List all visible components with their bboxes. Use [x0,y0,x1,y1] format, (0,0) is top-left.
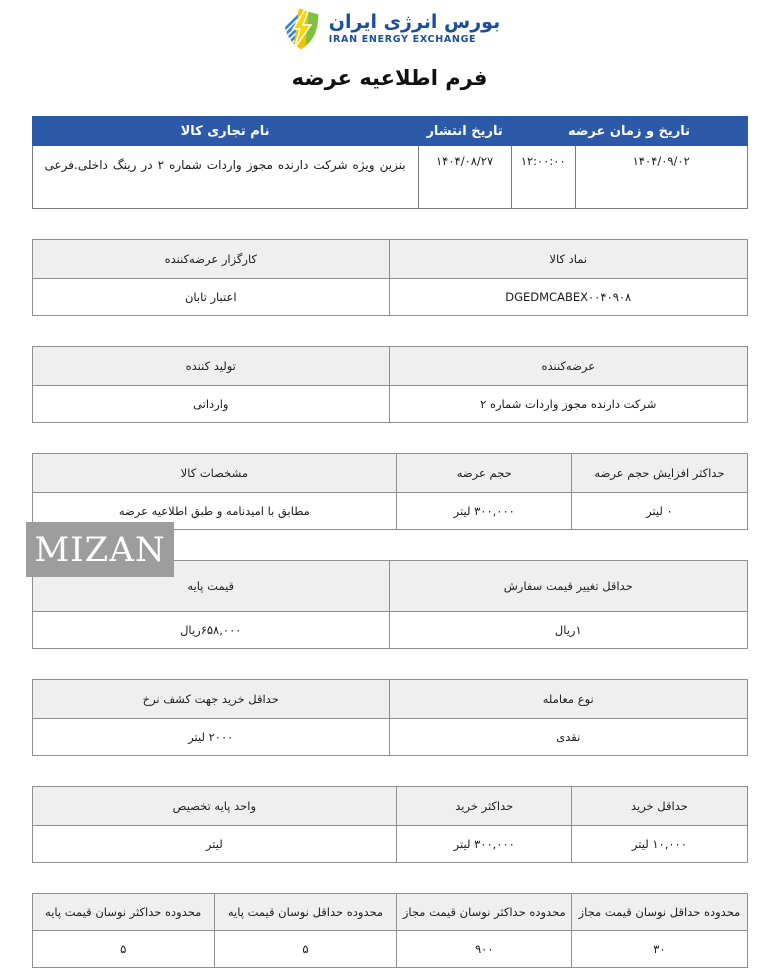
cell-base-price: ۶۵۸,۰۰۰ریال [32,612,390,649]
column-header-goods-name: نام تجاری کالا [32,117,418,146]
column-header-min-price-change: حداقل تغییر قیمت سفارش [390,561,748,612]
cell-goods-symbol: DGEDMCABEX۰۰۴۰۹۰۸ [390,279,748,316]
column-header-base-price: قیمت پایه [32,561,390,612]
table-row [32,146,747,209]
column-header-offering-broker: کارگزار عرضه‌کننده [32,240,390,279]
table-row [32,493,747,530]
column-header-offer-volume: حجم عرضه [397,454,572,493]
column-header-min-base-fluctuation: محدوده حداقل نوسان قیمت پایه [214,894,396,931]
cell-publish-date: ۱۴۰۴/۰۸/۲۷ [418,146,511,209]
brand-logo-text [329,13,500,45]
column-header-goods-symbol: نماد کالا [390,240,748,279]
spacer [0,423,779,453]
watermark-text: MIZAN [34,529,166,570]
cell-max-base-fluctuation: ۵ [32,931,214,968]
table-row [32,719,747,756]
column-header-supplier: عرضه‌کننده [390,347,748,386]
spacer [0,649,779,679]
table-row [32,612,747,649]
price-fluctuation-range-table [32,893,748,968]
min-purchase-deal-type-table [32,679,748,756]
goods-spec-volume-table [32,453,748,530]
column-header-producer: تولید کننده [32,347,390,386]
cell-supplier: شرکت دارنده مجوز واردات شماره ۲ [390,386,748,423]
brand-name-en: IRAN ENERGY EXCHANGE [328,33,477,45]
cell-producer: وارداتی [32,386,390,423]
cell-min-purchase: ۱۰,۰۰۰ لیتر [572,826,747,863]
brand-logo [0,6,779,52]
column-header-min-purchase-price-discovery: حداقل خرید جهت کشف نرخ [32,680,390,719]
cell-max-purchase: ۳۰۰,۰۰۰ لیتر [397,826,572,863]
table-row [32,454,747,493]
cell-min-base-fluctuation: ۵ [214,931,396,968]
cell-offer-volume: ۳۰۰,۰۰۰ لیتر [397,493,572,530]
table-row [32,279,747,316]
column-header-deal-type: نوع معامله [390,680,748,719]
cell-deal-type: نقدی [390,719,748,756]
table-row [32,787,747,826]
broker-symbol-table [32,239,748,316]
cell-max-allowed-fluctuation: ۹۰۰ [397,931,572,968]
column-header-min-purchase: حداقل خرید [572,787,747,826]
spacer [0,863,779,893]
column-header-allocation-base-unit: واحد پایه تخصیص [32,787,397,826]
table-row [32,561,747,612]
spacer [0,209,779,239]
cell-goods-spec: مطابق با امیدنامه و طبق اطلاعیه عرضه [32,493,397,530]
column-header-max-volume-increase: حداکثر افزایش حجم عرضه [572,454,747,493]
document-header [0,0,779,90]
producer-supplier-table [32,346,748,423]
column-header-max-allowed-fluctuation: محدوده حداکثر نوسان قیمت مجاز [397,894,572,931]
table-row [32,931,747,968]
spacer [0,756,779,786]
column-header-min-allowed-fluctuation: محدوده حداقل نوسان قیمت مجاز [572,894,747,931]
column-header-goods-spec: مشخصات کالا [32,454,397,493]
cell-min-purchase-price-discovery: ۲۰۰۰ لیتر [32,719,390,756]
base-price-table [32,560,748,649]
cell-goods-name: بنزین ویژه شرکت دارنده مجوز واردات شماره ۲ در رینگ داخلی.فرعی [32,146,418,209]
table-row [32,240,747,279]
table-row [32,680,747,719]
column-header-offer-datetime: تاریخ و زمان عرضه [511,117,747,146]
table-row [32,386,747,423]
table-row [32,347,747,386]
table-row [32,826,747,863]
cell-offer-date: ۱۴۰۴/۰۹/۰۲ [575,146,747,209]
cell-offering-broker: اعتبار تابان [32,279,390,316]
offer-summary-table [32,116,748,209]
allocation-unit-table [32,786,748,863]
spacer [0,90,779,116]
cell-allocation-base-unit: لیتر [32,826,397,863]
column-header-publish-date: تاریخ انتشار [418,117,511,146]
brand-name-fa: بورس انرژی ایران [328,11,501,34]
cell-min-price-change: ۱ریال [390,612,748,649]
spacer [0,316,779,346]
column-header-max-purchase: حداکثر خرید [397,787,572,826]
column-header-max-base-fluctuation: محدوده حداکثر نوسان قیمت پایه [32,894,214,931]
shield-lightning-logo-icon [279,7,323,51]
cell-offer-time: ۱۲:۰۰:۰۰ [511,146,575,209]
cell-min-allowed-fluctuation: ۳۰ [572,931,747,968]
table-row [32,117,747,146]
cell-max-volume-increase: ۰ لیتر [572,493,747,530]
page-title: فرم اطلاعیه عرضه [291,66,488,90]
spacer [0,530,779,560]
table-row [32,894,747,931]
